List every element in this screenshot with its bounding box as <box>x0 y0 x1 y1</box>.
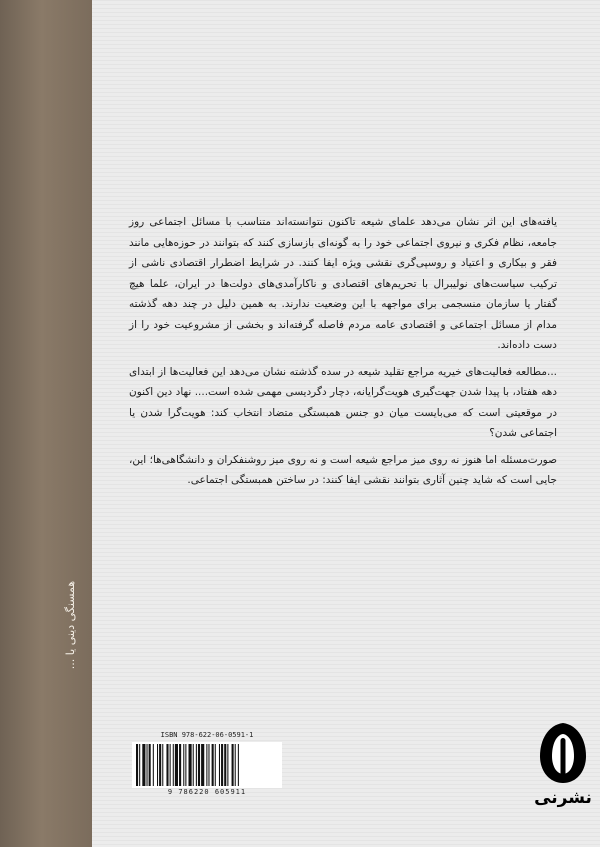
publisher-name: نشرنی <box>534 788 592 808</box>
barcode-bar <box>224 744 226 786</box>
barcode-bar <box>238 744 239 786</box>
barcode-bar <box>193 744 194 786</box>
barcode-bar <box>159 744 161 786</box>
blurb-paragraph-2: ...مطالعه فعالیت‌های خیریه مراجع تقلید شیعه در سده گذشته نشان می‌دهد این فعالیت‌ها از ابتدای دهه هفتاد، با پیدا شدن جهت‌گیری هویت‌گرایانه، دچار دگردیسی مهمی شده است.... نهاد دین اکنون در موقعیتی است که می‌بایست میان دو جنس همبستگی متضاد انتخاب کند: هویت‌گرا شدن یا اجتماعی شدن؟ <box>129 365 557 439</box>
barcode-bar <box>196 744 197 786</box>
barcode-bar <box>149 744 151 786</box>
barcode-bar <box>179 744 181 786</box>
barcode-bar <box>183 744 184 786</box>
barcode-bar <box>185 744 186 786</box>
barcode-bar <box>219 744 220 786</box>
barcode-bar <box>201 744 204 786</box>
barcode-bar <box>175 744 178 786</box>
barcode-number: 9 786220 605911 <box>167 788 247 796</box>
barcode-bar <box>235 744 236 786</box>
barcode-bar <box>198 744 200 786</box>
barcode-bar <box>227 744 228 786</box>
barcode-bar <box>170 744 171 786</box>
barcode-bar <box>162 744 163 786</box>
blurb-text <box>129 212 557 497</box>
barcode-bar <box>136 744 138 786</box>
barcode-bar <box>157 744 158 786</box>
isbn-label: ISBN 978-622-06-0591-1 <box>160 731 254 739</box>
barcode-bar <box>142 744 145 786</box>
barcode-bar <box>139 744 140 786</box>
barcode-bar <box>215 744 216 786</box>
barcode-bar <box>212 744 214 786</box>
barcode-bar <box>206 744 207 786</box>
barcode-bar <box>208 744 209 786</box>
publisher-logo <box>532 720 594 810</box>
back-cover-panel <box>92 0 600 847</box>
blurb-paragraph-1: یافته‌های این اثر نشان می‌دهد علمای شیعه تاکنون نتوانسته‌اند متناسب با مسائل اجتماعی روز جامعه، نظام فکری و نیروی اجتماعی خود را به گونه‌ای بازسازی کنند که بتوانند در حوزه‌هایی مانند فقر و بیکاری و اعتیاد و روسپی‌گری نقشی ویژه ایفا کنند. در شرایط اضطرار اقتصادی ناشی از ترکیب سیاست‌های نولیبرال با تحریم‌های اقتصادی و ناکارآمدی‌های دولت‌ها در ایران، علما هیچ گفتار یا سازمان منسجمی برای مواجهه با این وضعیت ندارند. به همین دلیل در چند دهه گذشته مدام از مسائل اجتماعی و اقتصادی عامه مردم فاصله گرفته‌اند و بخشی از مشروعیت خود را از دست داده‌اند. <box>129 216 557 351</box>
isbn-barcode <box>132 731 282 798</box>
barcode-bar <box>232 744 234 786</box>
barcode-bars <box>132 742 282 788</box>
blurb-paragraph-3: صورت‌مسئله اما هنوز نه روی میز مراجع شیعه است و نه روی میز روشنفکران و دانشگاهی‌ها؛ این، جایی است که شاید چنین آثاری بتوانند نقشی ایفا کنند: در ساختن همبستگی اجتماعی. <box>129 453 557 486</box>
barcode-bar <box>153 744 154 786</box>
barcode-bar <box>147 744 148 786</box>
barcode-bar <box>166 744 168 786</box>
spine-title: همسنگی دینی یا ... <box>64 580 77 670</box>
barcode-bar <box>221 744 223 786</box>
barcode-bar <box>173 744 174 786</box>
reed-pen-logo-icon <box>532 720 594 786</box>
spine-strip <box>0 0 92 847</box>
barcode-bar <box>189 744 192 786</box>
